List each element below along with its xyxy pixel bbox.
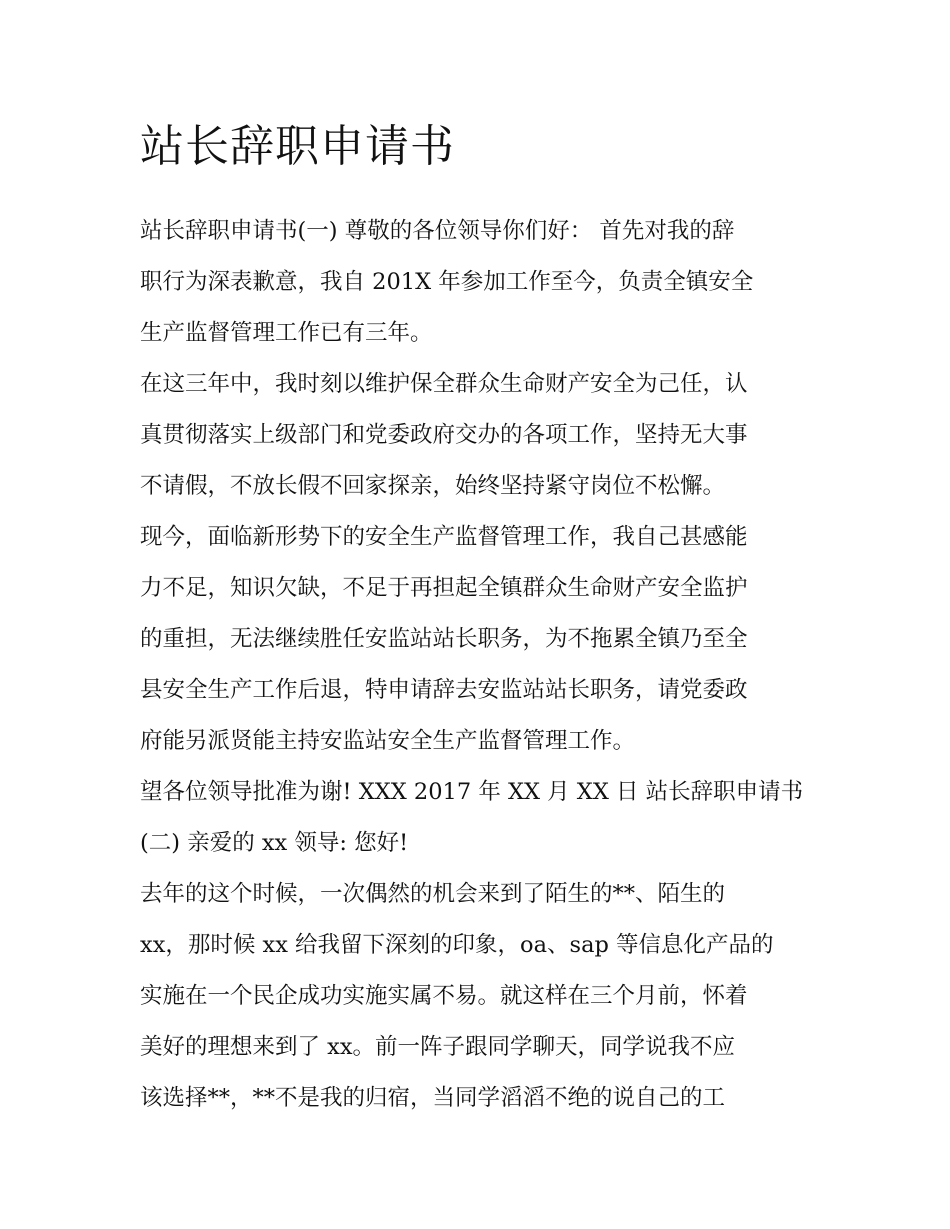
text-line: 现今，面临新形势下的安全生产监督管理工作，我自己甚感能 <box>140 524 748 550</box>
text-line: 去年的这个时候，一次偶然的机会来到了陌生的**、陌生的 <box>140 881 726 907</box>
text-line: 力不足，知识欠缺，不足于再担起全镇群众生命财产安全监护 <box>140 575 748 601</box>
text-line: 的重担，无法继续胜任安监站站长职务，为不拖累全镇乃至全 <box>140 626 748 652</box>
text-line: xx，那时候 xx 给我留下深刻的印象，oa、sap 等信息化产品的 <box>140 932 774 958</box>
text-line: 不请假，不放长假不回家探亲，始终坚持紧守岗位不松懈。 <box>140 473 726 499</box>
text-line: 站长辞职申请书(一) 尊敬的各位领导你们好： 首先对我的辞 <box>140 218 735 244</box>
text-line: 在这三年中，我时刻以维护保全群众生命财产安全为己任，认 <box>140 371 748 397</box>
paragraph-1 <box>140 206 812 359</box>
text-line: 实施在一个民企成功实施实属不易。就这样在三个月前，怀着 <box>140 983 748 1009</box>
paragraph-5 <box>140 869 812 1124</box>
text-line: 府能另派贤能主持安监站安全生产监督管理工作。 <box>140 728 636 754</box>
paragraph-4 <box>140 767 812 869</box>
text-line: (二) 亲爱的 xx 领导: 您好! <box>140 830 409 856</box>
text-line: 美好的理想来到了 xx。前一阵子跟同学聊天，同学说我不应 <box>140 1034 736 1060</box>
text-line: 职行为深表歉意，我自 201X 年参加工作至今，负责全镇安全 <box>140 269 754 295</box>
document-page <box>140 112 812 1124</box>
document-title: 站长辞职申请书 <box>140 121 455 172</box>
text-line: 望各位领导批准为谢! XXX 2017 年 XX 月 XX 日 站长辞职申请书 <box>140 779 804 805</box>
text-line: 县安全生产工作后退，特申请辞去安监站站长职务，请党委政 <box>140 677 748 703</box>
document-body <box>140 206 812 1124</box>
paragraph-2 <box>140 359 812 512</box>
paragraph-3 <box>140 512 812 767</box>
text-line: 真贯彻落实上级部门和党委政府交办的各项工作，坚持无大事 <box>140 422 748 448</box>
text-line: 该选择**，**不是我的归宿，当同学滔滔不绝的说自己的工 <box>140 1085 726 1111</box>
text-line: 生产监督管理工作已有三年。 <box>140 320 433 346</box>
